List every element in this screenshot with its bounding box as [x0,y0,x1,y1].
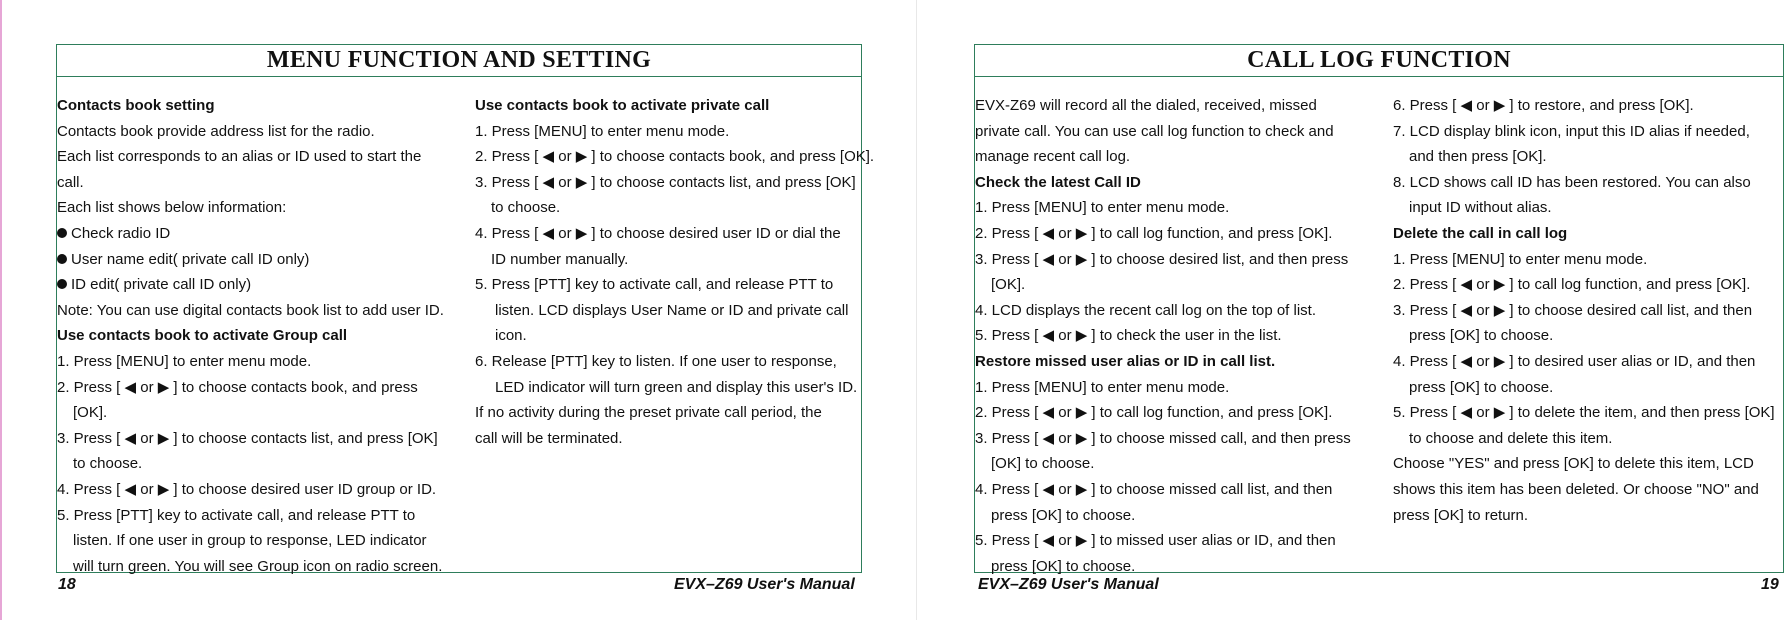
text-line [1393,426,1775,452]
text-line [1393,400,1775,426]
line-text: shows this item has been deleted. Or choose "NO" and [1393,480,1759,498]
bullet-icon [57,254,67,264]
text-line [57,195,444,221]
text-line [975,451,1351,477]
line-text: Delete the call in call log [1393,224,1568,242]
line-text: 4. Press [ ◀ or ▶ ] to choose desired user ID group or ID. [57,480,437,498]
line-text: 3. Press [ ◀ or ▶ ] to choose contacts list, and press [OK] [475,173,856,191]
line-text: 2. Press [ ◀ or ▶ ] to call log function, and press [OK]. [975,404,1333,422]
line-text: 4. Press [ ◀ or ▶ ] to choose missed call list, and then [975,480,1333,498]
text-line [975,195,1351,221]
text-line [57,554,444,580]
text-line [975,426,1351,452]
line-text: to choose. [73,455,143,473]
right-manual-name: EVX–Z69 User's Manual [978,576,1159,593]
text-line [1393,144,1775,170]
line-text: press [OK] to choose. [991,557,1136,575]
page-fold [916,0,917,620]
right-page-panel [974,44,1784,573]
text-line [975,298,1351,324]
text-line [975,477,1351,503]
line-text: Check the latest Call ID [975,173,1141,191]
line-text: Each list corresponds to an alias or ID used to start the [57,148,422,166]
line-text: 2. Press [ ◀ or ▶ ] to call log function, and press [OK]. [975,224,1333,242]
right-page-number: 19 [1761,576,1779,593]
text-line [1393,195,1775,221]
line-text: EVX-Z69 will record all the dialed, received, missed [975,97,1317,114]
line-text: 5. Press [ ◀ or ▶ ] to missed user alias or ID, and then [975,532,1336,550]
left-column-2 [475,93,874,451]
line-text: [OK] to choose. [991,455,1095,473]
text-line [57,298,444,324]
line-text: Use contacts book to activate private call [475,97,770,114]
line-text: icon. [495,327,527,345]
line-text: 3. Press [ ◀ or ▶ ] to choose desired call list, and then [1393,301,1753,319]
text-line [975,400,1351,426]
line-text: 2. Press [ ◀ or ▶ ] to call log function, and press [OK]. [1393,276,1751,294]
text-line [475,119,874,145]
line-text: 4. Press [ ◀ or ▶ ] to desired user alias or ID, and then [1393,352,1756,370]
text-line [975,221,1351,247]
section-heading [475,93,874,119]
line-text: press [OK] to choose. [1409,327,1554,345]
text-line [57,144,444,170]
line-text: will turn green. You will see Group icon on radio screen. [73,557,443,575]
line-text: 6. Release [PTT] key to listen. If one user to response, [475,352,837,370]
right-column-2 [1393,93,1775,528]
text-line [57,400,444,426]
text-line [1393,170,1775,196]
line-text: call. [57,173,84,191]
text-line [57,375,444,401]
line-text: [OK]. [73,404,108,422]
line-text: 1. Press [MENU] to enter menu mode. [1393,250,1648,268]
text-line [1393,323,1775,349]
line-text: press [OK] to return. [1393,506,1529,524]
line-text: Contacts book provide address list for the radio. [57,122,375,140]
line-text: Note: You can use digital contacts book list to add user ID. [57,301,444,319]
line-text: 7. LCD display blink icon, input this ID alias if needed, [1393,122,1750,140]
text-line [475,298,874,324]
line-text: 6. Press [ ◀ or ▶ ] to restore, and press [OK]. [1393,97,1694,114]
text-line [1393,272,1775,298]
line-text: manage recent call log. [975,148,1131,166]
line-text: 5. Press [ ◀ or ▶ ] to check the user in the list. [975,327,1282,345]
text-line [475,144,874,170]
line-text: 5. Press [ ◀ or ▶ ] to delete the item, and then press [OK] [1393,404,1775,422]
text-line [975,247,1351,273]
line-text: 1. Press [MENU] to enter menu mode. [975,378,1230,396]
text-line [975,528,1351,554]
text-line [57,503,444,529]
text-line [57,119,444,145]
text-line [475,170,874,196]
text-line [975,503,1351,529]
line-text: to choose and delete this item. [1409,429,1613,447]
line-text: 5. Press [PTT] key to activate call, and release PTT to [57,506,416,524]
text-line [57,272,444,298]
line-text: 3. Press [ ◀ or ▶ ] to choose missed call, and then press [975,429,1351,447]
line-text: 1. Press [MENU] to enter menu mode. [475,122,730,140]
line-text: If no activity during the preset private call period, the [475,404,822,422]
line-text: listen. If one user in group to response, LED indicator [73,532,427,550]
text-line [57,221,444,247]
line-text: to choose. [491,199,561,217]
text-line [1393,349,1775,375]
line-text: press [OK] to choose. [991,506,1136,524]
line-text: 3. Press [ ◀ or ▶ ] to choose contacts list, and press [OK] [57,429,438,447]
left-page-title: MENU FUNCTION AND SETTING [57,45,861,77]
text-line [57,170,444,196]
text-line [57,477,444,503]
line-text: 5. Press [PTT] key to activate call, and release PTT to [475,276,834,294]
text-line [1393,247,1775,273]
text-line [57,247,444,273]
line-text: 2. Press [ ◀ or ▶ ] to choose contacts book, and press [OK]. [475,148,875,166]
text-line [975,323,1351,349]
line-text: LED indicator will turn green and display this user's ID. [495,378,858,396]
line-text: Restore missed user alias or ID in call list. [975,352,1276,370]
text-line [1393,298,1775,324]
line-text: [OK]. [991,276,1026,294]
text-line [475,195,874,221]
text-line [57,528,444,554]
section-heading [1393,221,1775,247]
line-text: Choose "YES" and press [OK] to delete this item, LCD [1393,455,1754,473]
text-line [1393,119,1775,145]
line-text: Check radio ID [71,224,171,242]
line-text: User name edit( private call ID only) [71,250,310,268]
text-line [475,400,874,426]
bullet-icon [57,228,67,238]
text-line [975,375,1351,401]
text-line [57,426,444,452]
text-line [475,349,874,375]
left-manual-name: EVX–Z69 User's Manual [674,576,855,593]
line-text: Each list shows below information: [57,199,287,217]
section-heading [57,323,444,349]
line-text: Use contacts book to activate Group call [57,327,348,345]
line-text: 4. LCD displays the recent call log on the top of list. [975,301,1317,319]
text-line [975,119,1351,145]
line-text: 1. Press [MENU] to enter menu mode. [975,199,1230,217]
right-column-1 [975,93,1351,579]
left-page-number: 18 [58,576,76,593]
line-text: 8. LCD shows call ID has been restored. You can also [1393,173,1751,191]
text-line [475,221,874,247]
line-text: call will be terminated. [475,429,623,447]
text-line [975,93,1351,119]
line-text: 3. Press [ ◀ or ▶ ] to choose desired list, and then press [975,250,1349,268]
text-line [1393,477,1775,503]
text-line [975,272,1351,298]
text-line [475,323,874,349]
line-text: 1. Press [MENU] to enter menu mode. [57,352,312,370]
line-text: input ID without alias. [1409,199,1552,217]
left-column-1 [57,93,444,579]
page-edge [0,0,2,620]
section-heading [57,93,444,119]
line-text: listen. LCD displays User Name or ID and private call [495,301,849,319]
text-line [1393,503,1775,529]
section-heading [975,170,1351,196]
text-line [57,349,444,375]
line-text: press [OK] to choose. [1409,378,1554,396]
right-page-title: CALL LOG FUNCTION [975,45,1783,77]
line-text: ID number manually. [491,250,629,268]
text-line [57,451,444,477]
left-page-panel [56,44,875,575]
text-line [475,426,874,452]
line-text: private call. You can use call log function to check and [975,122,1334,140]
text-line [475,375,874,401]
line-text: ID edit( private call ID only) [71,276,252,294]
line-text: Contacts book setting [57,97,215,114]
line-text: and then press [OK]. [1409,148,1547,166]
section-heading [975,349,1351,375]
text-line [1393,93,1775,119]
text-line [475,247,874,273]
text-line [1393,451,1775,477]
text-line [975,144,1351,170]
text-line [1393,375,1775,401]
bullet-icon [57,279,67,289]
line-text: 2. Press [ ◀ or ▶ ] to choose contacts book, and press [57,378,418,396]
line-text: 4. Press [ ◀ or ▶ ] to choose desired user ID or dial the [475,224,841,242]
text-line [475,272,874,298]
